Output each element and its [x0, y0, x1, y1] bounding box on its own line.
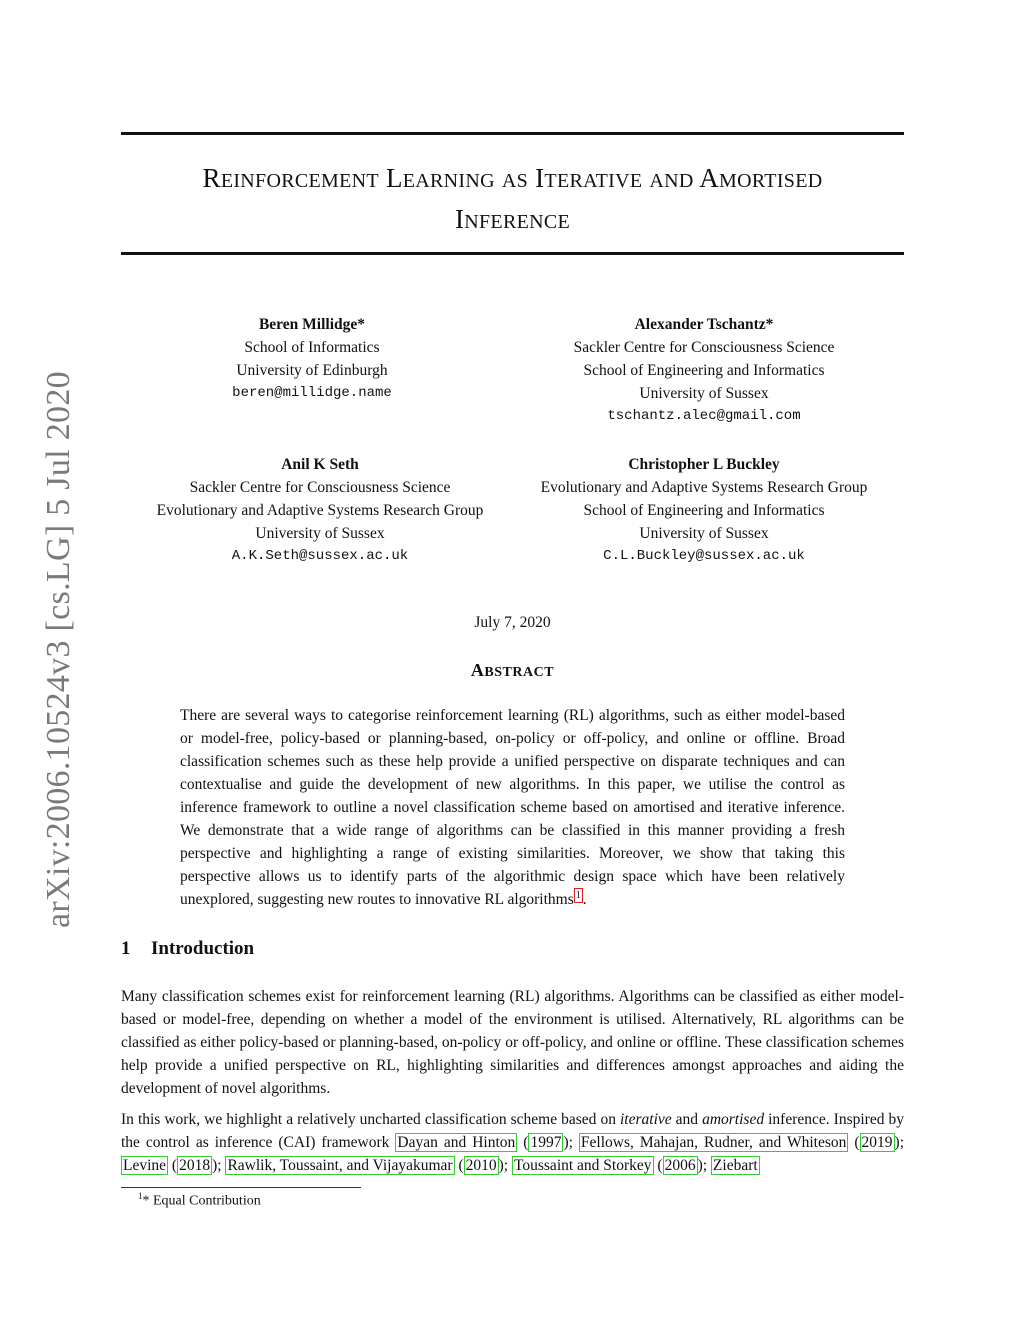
citation-year-link[interactable]: 2010 — [465, 1157, 497, 1174]
author-affiliation: School of Engineering and Informatics — [583, 502, 825, 519]
paper-title-line-2: INFERENCE — [454, 204, 571, 234]
abstract-heading: ABSTRACT — [470, 660, 555, 680]
author-email[interactable]: C.L.Buckley@sussex.ac.uk — [603, 548, 805, 564]
intro-paragraph-2: In this work, we highlight a relatively uncharted classification scheme based on iterative and amortised inference. Inspired by the control as inference (CAI) framework Dayan and Hinton ( 1997 ); Fellows, Mahajan, Rudner, and Whiteson ( 2019 ); Levine ( 2018 ); Rawlik, Toussaint, and Vijayakumar ( 2010 ); Toussaint and Storkey ( 2006 ); Ziebart — [121, 1111, 904, 1174]
section-number: 1 — [121, 938, 131, 959]
author-email[interactable]: A.K.Seth@sussex.ac.uk — [231, 548, 409, 564]
author-affiliation: University of Sussex — [255, 525, 385, 542]
author-affiliation: University of Sussex — [639, 385, 769, 402]
author-name: Christopher L Buckley — [628, 456, 780, 473]
author-affiliation: School of Engineering and Informatics — [583, 362, 825, 379]
citation-link[interactable]: Levine — [123, 1157, 167, 1174]
author-affiliation: Sackler Centre for Consciousness Science — [573, 339, 835, 356]
publication-date: July 7, 2020 — [474, 614, 551, 631]
citation-year-link[interactable]: 2019 — [861, 1134, 893, 1151]
citation-year-link[interactable]: 1997 — [530, 1134, 562, 1151]
citation-link[interactable]: Fellows, Mahajan, Rudner, and Whiteson — [580, 1134, 847, 1151]
author-block-buckley — [494, 453, 914, 568]
citation-link[interactable]: Dayan and Hinton — [397, 1134, 516, 1151]
author-email[interactable]: tschantz.alec@gmail.com — [607, 408, 801, 424]
author-name: Anil K Seth — [281, 456, 359, 473]
citation-link[interactable]: Rawlik, Toussaint, and Vijayakumar — [227, 1157, 453, 1174]
author-block-millidge — [150, 313, 474, 405]
abstract-text: There are several ways to categorise reinforcement learning (RL) algorithms, such as either model-based or model-free, policy-based or planning-based, on-policy or off-policy, and online or offline. Broad classification schemes such as these help provide a unified perspective on disparate techniques and can contextualise and guide the development of new algorithms. In this paper, we utilise the control as inference framework to outline a novel classification scheme based on amortised and iterative inference. We demonstrate that a wide range of algorithms can be classified in this manner providing a fresh perspective and highlighting a range of existing similarities. Moreover, we show that taking this perspective allows us to identify parts of the algorithmic design space which have been relatively unexplored, suggesting new routes to innovative RL algorithms — [180, 707, 845, 909]
author-email[interactable]: beren@millidge.name — [232, 385, 392, 401]
author-name: Beren Millidge* — [258, 316, 366, 333]
paper-title-line-1: REINFORCEMENT LEARNING AS ITERATIVE AND AMORTISED — [202, 163, 823, 193]
author-block-seth — [130, 453, 510, 568]
citation-year-link[interactable]: 2018 — [179, 1157, 211, 1174]
footnote-mark: 1 — [138, 1191, 143, 1201]
arxiv-identifier-stamp: arXiv:2006.10524v3 [cs.LG] 5 Jul 2020 — [40, 371, 77, 928]
citation-link[interactable]: Toussaint and Storkey — [513, 1157, 652, 1174]
section-title: Introduction — [151, 938, 255, 959]
footnote-reference-link[interactable]: 1 — [575, 890, 581, 901]
author-affiliation: Evolutionary and Adaptive Systems Research Group — [540, 479, 868, 496]
author-affiliation: School of Informatics — [244, 339, 380, 356]
footnote — [138, 1191, 261, 1210]
author-affiliation: Evolutionary and Adaptive Systems Research Group — [156, 502, 484, 519]
author-affiliation: University of Sussex — [639, 525, 769, 542]
author-affiliation: Sackler Centre for Consciousness Science — [189, 479, 451, 496]
title-bottom-rule — [121, 252, 904, 255]
author-block-tschantz — [494, 313, 914, 428]
citation-year-link[interactable]: 2006 — [664, 1157, 696, 1174]
author-affiliation: University of Edinburgh — [236, 362, 388, 379]
section-heading-introduction — [121, 938, 254, 960]
title-top-rule — [121, 132, 904, 135]
author-name: Alexander Tschantz* — [634, 316, 774, 333]
footnote-text: * Equal Contribution — [142, 1193, 261, 1209]
intro-paragraph-1: Many classification schemes exist for reinforcement learning (RL) algorithms. Algorithms can be classified as either model-based or model-free, depending on whether a model of the environment is utilised. Alternatively, RL algorithms can be classified as either policy-based or planning-based, on-policy or off-policy, and online or offline. These classification schemes help provide a unified perspective on RL, highlighting similarities and differences amongst approaches and aiding the development of novel algorithms. — [121, 988, 904, 1097]
citation-link[interactable]: Ziebart — [712, 1157, 758, 1174]
abstract-body: There are several ways to categorise reinforcement learning (RL) algorithms, such as either model-based or model-free, policy-based or planning-based, on-policy or off-policy, and online or offline. Broad classification schemes such as these help provide a unified perspective on disparate techniques and can contextualise and guide the development of new algorithms. In this paper, we utilise the control as inference framework to outline a novel classification scheme based on amortised and iterative inference. We demonstrate that a wide range of algorithms can be classified in this manner providing a fresh perspective and highlighting a range of existing similarities. Moreover, we show that taking this perspective allows us to identify parts of the algorithmic design space which have been relatively unexplored, suggesting new routes to innovative RL algorithms 1 . — [180, 707, 845, 909]
footnote-rule — [121, 1187, 361, 1188]
